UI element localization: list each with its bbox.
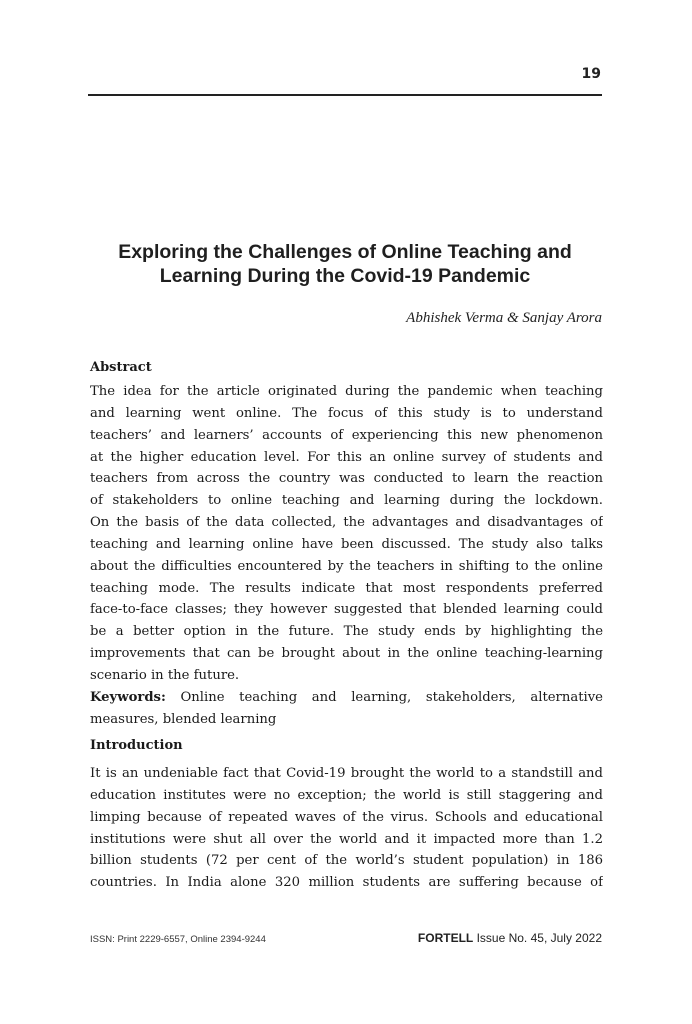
journal-brand: FORTELL [417, 931, 474, 945]
article-authors: Abhishek Verma & Sanjay Arora [406, 310, 602, 326]
abstract-line: teachers’ and learners’ accounts of experiencing this new phenomenon [90, 427, 603, 443]
abstract-line: at the higher education level. For this an online survey of students and [90, 449, 603, 465]
title-line: Learning During the Covid-19 Pandemic [159, 265, 531, 287]
abstract-line: be a better option in the future. The study ends by highlighting the [90, 624, 603, 640]
keywords-line [90, 687, 603, 709]
introduction-line: education institutes were no exception; the world is still staggering and [90, 787, 603, 803]
introduction-line: It is an undeniable fact that Covid-19 brought the world to a standstill and [90, 766, 603, 781]
introduction-line: billion students (72 per cent of the world’s student population) in 186 [90, 853, 603, 869]
footer-issn: ISSN: Print 2229-6557, Online 2394-9244 [90, 934, 266, 945]
abstract-line: of stakeholders to online teaching and learning during the lockdown. [90, 493, 603, 509]
abstract-line: face-to-face classes; they however suggested that blended learning could [90, 602, 603, 618]
abstract-paragraph [90, 381, 603, 687]
abstract-line: improvements that can be brought about in the online teaching-learning [90, 646, 603, 662]
title-line: Exploring the Challenges of Online Teaching and [118, 241, 572, 263]
abstract-line: teaching and learning online have been discussed. The study also talks [90, 536, 603, 552]
abstract-line: about the difficulties encountered by the teachers in shifting to the online [90, 558, 603, 574]
page-number: 19 [581, 66, 601, 82]
keywords-label: Keywords: [90, 690, 166, 705]
introduction-line: limping because of repeated waves of the virus. Schools and educational [90, 809, 603, 825]
abstract-line: On the basis of the data collected, the advantages and disadvantages of [90, 515, 603, 531]
header-rule [88, 94, 602, 96]
abstract-line: teaching mode. The results indicate that most respondents preferred [90, 580, 603, 596]
article-title [88, 240, 602, 288]
abstract-heading: Abstract [90, 360, 152, 375]
abstract-line: and learning went online. The focus of this study is to understand [90, 405, 603, 421]
issue-info: Issue No. 45, July 2022 [476, 931, 602, 945]
keywords-text: Online teaching and learning, stakeholders, alternative [180, 690, 603, 705]
abstract-line: The idea for the article originated during the pandemic when teaching [90, 384, 603, 399]
introduction-heading: Introduction [90, 738, 183, 753]
keywords-line: measures, blended learning [90, 711, 277, 727]
introduction-line: institutions were shut all over the world and it impacted more than 1.2 [90, 831, 603, 847]
introduction-paragraph [90, 763, 603, 894]
introduction-line: countries. In India alone 320 million students are suffering because of [90, 875, 603, 891]
keywords-block [90, 687, 603, 731]
footer-issue [418, 931, 602, 945]
abstract-line: teachers from across the country was conducted to learn the reaction [90, 471, 603, 487]
abstract-line: scenario in the future. [90, 667, 240, 683]
